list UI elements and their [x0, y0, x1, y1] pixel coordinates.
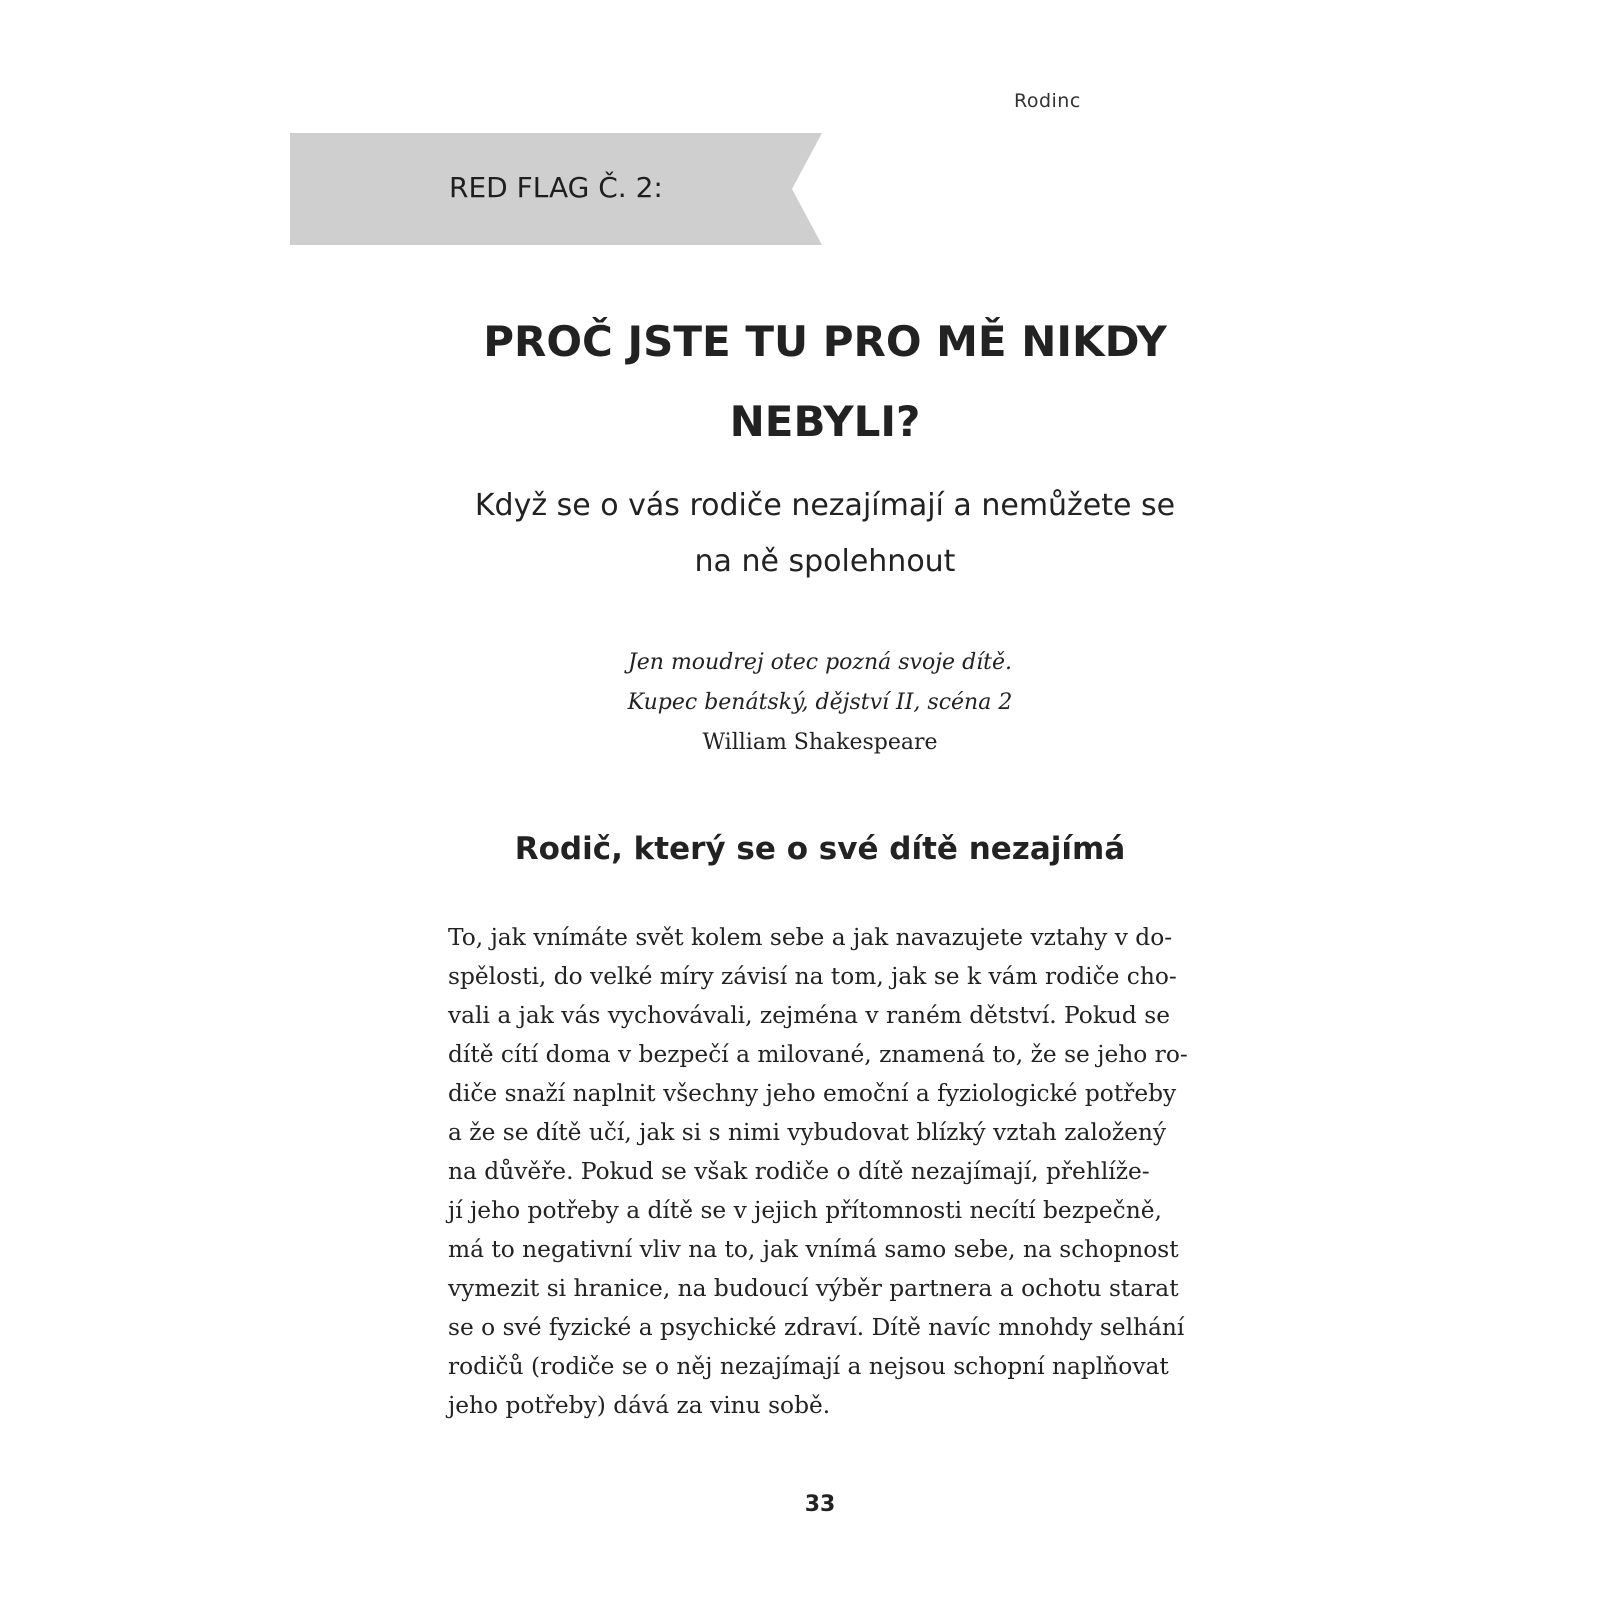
body-line: vali a jak vás vychovávali, zejména v raném dětství. Pokud se: [448, 1002, 1170, 1029]
body-line: se o své fyzické a psychické zdraví. Dítě navíc mnohdy selhání: [448, 1314, 1185, 1341]
body-line: To, jak vnímáte svět kolem sebe a jak navazujete vztahy v do-: [448, 924, 1173, 951]
chapter-subtitle-line-2: na ně spolehnout: [694, 544, 956, 579]
chapter-title-line-2: NEBYLI?: [729, 397, 921, 446]
body-line: má to negativní vliv na to, jak vnímá samo sebe, na schopnost: [448, 1236, 1179, 1263]
epigraph-source: Kupec benátský, dějství II, scéna 2: [627, 690, 1013, 715]
chapter-subtitle: [420, 478, 1230, 590]
body-line: a že se dítě učí, jak si s nimi vybudovat blízký vztah založený: [448, 1119, 1167, 1146]
chapter-title-line-1: PROČ JSTE TU PRO MĚ NIKDY: [483, 317, 1167, 366]
epigraph-author: William Shakespeare: [702, 730, 938, 755]
section-heading: Rodič, který se o své dítě nezajímá: [514, 831, 1126, 867]
body-line: diče snaží naplnit všechny jeho emoční a fyziologické potřeby: [448, 1080, 1177, 1107]
body-line: spělosti, do velké míry závisí na tom, jak se k vám rodiče cho-: [448, 963, 1177, 990]
body-line: rodičů (rodiče se o něj nezajímají a nejsou schopní naplňovat: [448, 1353, 1169, 1380]
chapter-subtitle-line-1: Když se o vás rodiče nezajímají a nemůžete se: [474, 488, 1176, 523]
chapter-flag-banner: [290, 133, 822, 245]
body-line: na důvěře. Pokud se však rodiče o dítě nezajímají, přehlíže-: [448, 1158, 1150, 1185]
chapter-title: [340, 302, 1310, 462]
body-line: vymezit si hranice, na budoucí výběr partnera a ochotu starat: [448, 1275, 1179, 1302]
flag-label: RED FLAG Č. 2:: [449, 171, 663, 204]
epigraph: [520, 643, 1120, 763]
body-line: dítě cítí doma v bezpečí a milované, znamená to, že se jeho ro-: [448, 1041, 1188, 1068]
body-line: jeho potřeby) dává za vinu sobě.: [448, 1392, 831, 1419]
page-number: 33: [804, 1492, 836, 1517]
body-paragraph: [448, 918, 1192, 1425]
body-line: jí jeho potřeby a dítě se v jejich přítomnosti necítí bezpečně,: [448, 1197, 1162, 1224]
running-head: Rodinc: [1014, 90, 1081, 112]
epigraph-quote: Jen moudrej otec pozná svoje dítě.: [627, 650, 1013, 675]
